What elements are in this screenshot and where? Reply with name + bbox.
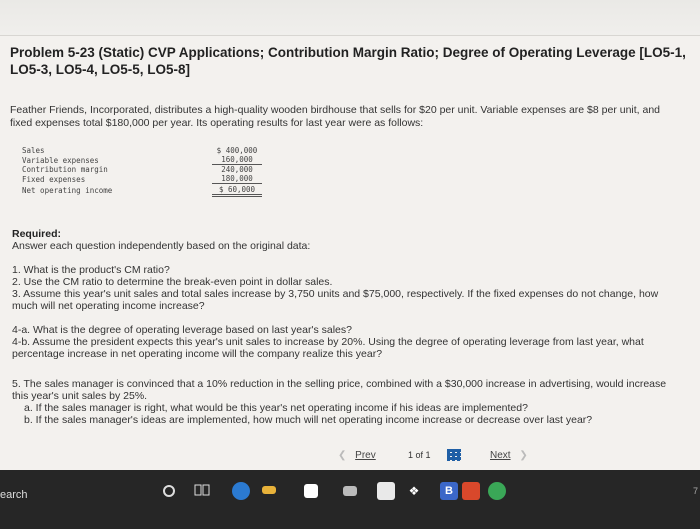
required-heading: Required: [12,228,62,240]
question-3: 3. Assume this year's unit sales and total sales increase by 3,750 units and $75,000, respectively. If the fixed expenses do not change, how much will net operating income increase? [12,288,659,312]
bing-icon[interactable]: B [440,482,458,500]
prev-label: Prev [355,450,376,461]
required-section [12,228,682,252]
chrome-icon[interactable] [488,482,506,500]
question-2: 2. Use the CM ratio to determine the break-even point in dollar sales. [12,276,333,288]
next-button[interactable] [490,450,528,461]
taskbar-search[interactable]: earch [0,489,28,501]
question-1: 1. What is the product's CM ratio? [12,264,170,276]
income-amount: 160,000 [212,155,262,165]
page-indicator: 1 of 1 [408,450,431,460]
prev-button[interactable] [338,450,376,461]
clock-fragment: 7 [692,486,698,496]
income-row-net [22,186,262,196]
problem-title: Problem 5-23 (Static) CVP Applications; Contribution Margin Ratio; Degree of Operating Leverage [LO5-1, LO5-3, LO5-4, LO5-5, LO5-8] [10,45,686,77]
next-label: Next [490,450,511,461]
income-row-sales [22,146,262,156]
store-icon[interactable] [377,482,395,500]
income-label: Net operating income [22,186,113,196]
income-row-variable [22,156,262,166]
top-bar [0,0,700,36]
grid-icon[interactable] [447,449,461,461]
question-5a: a. If the sales manager is right, what would be this year's net operating income if his ideas are implemented? [24,402,528,414]
income-amount: $ 60,000 [212,185,262,197]
question-5: 5. The sales manager is convinced that a 10% reduction in the selling price, combined with a $30,000 increase in advertising, would increase this year's unit sales by 25%. [12,378,667,402]
required-subheading: Answer each question independently based on the original data: [12,240,311,252]
income-amount: $ 400,000 [216,146,258,156]
question-4a: 4-a. What is the degree of operating leverage based on last year's sales? [12,324,352,336]
dropbox-icon[interactable]: ❖ [408,484,420,498]
office-icon[interactable] [462,482,480,500]
income-label: Contribution margin [22,165,108,175]
task-view-icon[interactable] [194,483,210,497]
problem-intro: Feather Friends, Incorporated, distributes a high-quality wooden birdhouse that sells for $20 per unit. Variable expenses are $8 per unit, and fixed expenses total $180,000 per year. Its operating results for last year were as follows: [10,104,661,129]
income-row-fixed [22,175,262,185]
keyboard-icon[interactable] [343,486,357,496]
mail-icon[interactable] [304,484,318,498]
circle-icon[interactable] [163,485,175,497]
folder-icon[interactable] [262,486,276,494]
income-row-contribution [22,165,262,175]
question-4b: 4-b. Assume the president expects this year's unit sales to increase by 20%. Using the degree of operating leverage from last year, what percentage increase in net operating income will the company realize this year? [12,336,644,360]
income-amount: 240,000 [221,165,253,175]
question-5b: b. If the sales manager's ideas are implemented, how much will net operating income increase or decrease over last year? [24,414,593,426]
income-amount: 180,000 [212,174,262,184]
income-statement [22,146,262,196]
taskbar [0,470,700,529]
income-label: Variable expenses [22,155,99,165]
income-label: Sales [22,146,45,156]
chevron-left-icon: ❮ [338,450,347,461]
edge-icon[interactable] [232,482,250,500]
pager [0,446,700,468]
income-label: Fixed expenses [22,174,86,184]
chevron-right-icon: ❯ [519,450,528,461]
